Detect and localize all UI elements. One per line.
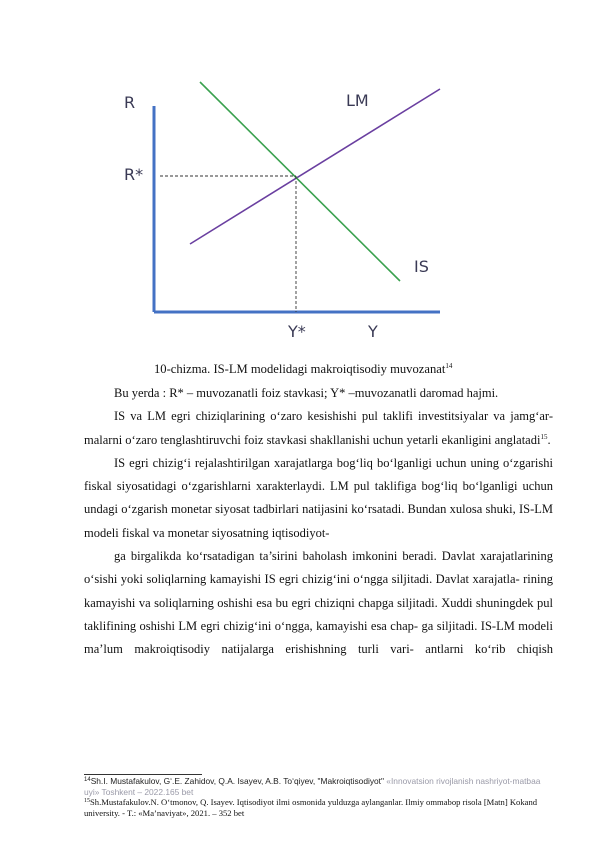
r-star-label: R* (124, 165, 144, 184)
lm-curve (190, 89, 440, 244)
is-label: IS (414, 257, 429, 276)
footnote-14-publisher: «Innovatsion rivojlanish nashriyot-matbaa uyi» Toshkent – 2022.165 bet (84, 776, 541, 797)
footnote-14-text: Sh.I. Mustafakulov, G‘.E. Zahidov, Q.A. Isayev, A.B. To‘qiyev, "Makroiqtisodiyot" (90, 776, 384, 786)
paragraph-intersection-end: . (547, 432, 551, 447)
footnotes (84, 776, 556, 818)
paragraph-definitions: Bu yerda : R* – muvozanatli foiz stavkasi; Y* –muvozanatli daromad hajmi. (114, 386, 499, 400)
body-text (84, 382, 553, 662)
paragraph-intersection-text: IS va LM egri chiziqlarining o‘zaro kesishishi pul taklifi investitsiyalar va jamg‘ar- malarni o‘zaro tenglashtiruvchi foiz stavkasi shakllanishi uchun yetarli ekanligini anglatadi (84, 409, 553, 447)
y-star-label: Y* (288, 322, 306, 341)
caption-text: 10-chizma. IS-LM modelidagi makroiqtisodiy muvozanat (154, 362, 446, 376)
footnote-15-text: Sh.Mustafakulov.N. O‘tmonov, Q. Isayev. Iqtisodiyot ilmi osmonida yulduzga aylanganlar. Ilmiy ommabop risola [Matn] Kokand university. - T.: «Ma’naviyat», 2021. – 352 bet (84, 797, 538, 818)
r-axis-label: R (124, 93, 136, 112)
paragraph-intersection (84, 405, 553, 452)
is-lm-diagram (110, 72, 470, 352)
footnote-15 (84, 797, 556, 818)
is-lm-figure (110, 72, 470, 352)
lm-label: LM (346, 91, 369, 110)
caption-footnote-ref: 14 (445, 362, 453, 370)
footnote-14 (84, 776, 556, 797)
paragraph-footnote-ref: 15 (540, 432, 548, 441)
footnote-14-number: 14 (84, 777, 91, 783)
is-curve (200, 82, 400, 281)
paragraph-is-lm-policy: IS egri chizig‘i rejalashtirilgan xarajatlarga bog‘liq bo‘lganligi uchun uning o‘zgarishi fiskal siyosatidagi o‘zgarishlarni xarakterlaydi. LM pul taklifiga bog‘liq bo‘lganligi uchun undagi o‘zgarish monetar siyosat tadbirlari natijasini ko‘rsatadi. Bundan xulosa shuki, IS-LM modeli fiskal va monetar siyosatning iqtisodiyot- (84, 455, 553, 540)
footnote-15-number: 15 (84, 798, 90, 804)
y-axis-label: Y (368, 322, 378, 341)
figure-caption (154, 362, 554, 377)
paragraph-shifts: ga birgalikda ko‘rsatadigan ta’sirini baholash imkonini beradi. Davlat xarajatlarining o‘sishi yoki soliqlarning kamayishi IS egri chizig‘ini o‘ngga siljitadi. Davlat xarajatla- rining kamayishi va soliqlarning oshishi esa bu egri chiziqni chapga siljitadi. Xuddi shuningdek pul taklifining oshishi LM egri chizig‘ini o‘ngga, kamayishi esa chap- ga siljitadi. IS-LM modeli ma’lum makroiqtisodiy natijalarga erishishning turli vari- antlarni ko‘rib chiqish (84, 549, 553, 657)
footnote-rule (84, 774, 202, 775)
